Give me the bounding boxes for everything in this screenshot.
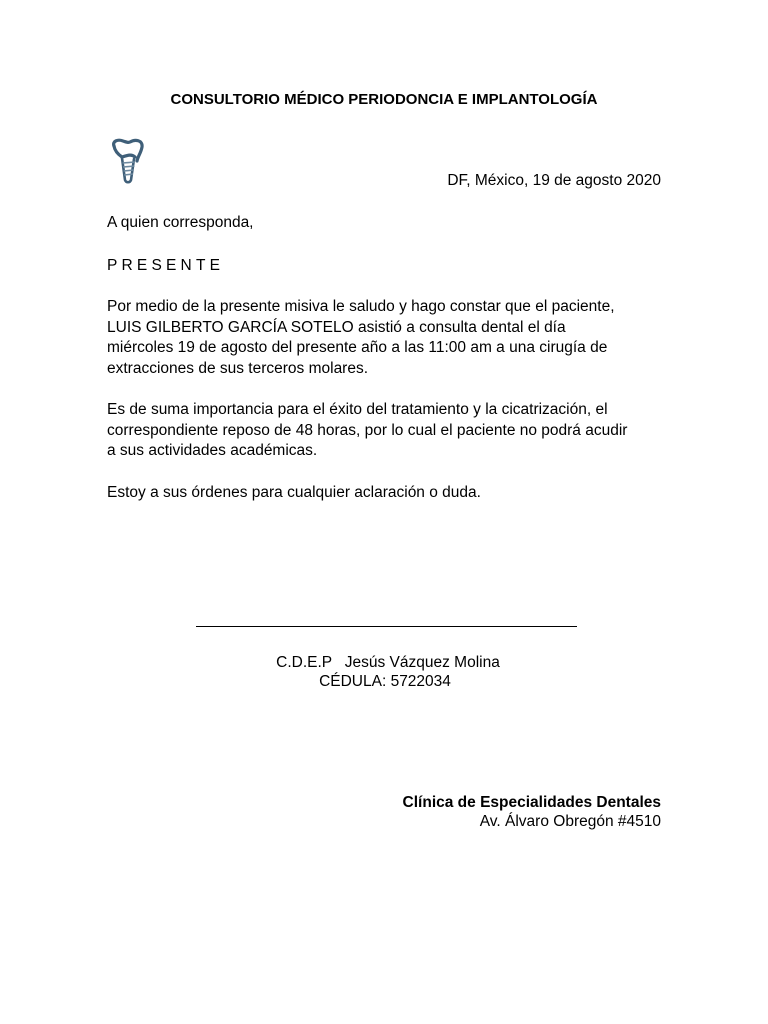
clinic-address: Av. Álvaro Obregón #4510: [479, 813, 661, 830]
paragraph-line: extracciones de sus terceros molares.: [107, 359, 369, 377]
paragraph-line: miércoles 19 de agosto del presente año a las 11:00 am a una cirugía de: [107, 339, 608, 356]
greeting: A quien corresponda,: [107, 214, 254, 231]
clinic-name: Clínica de Especialidades Dentales: [402, 794, 661, 811]
signer-cedula: CÉDULA: 5722034: [319, 673, 451, 690]
presente-heading: PRESENTE: [107, 257, 225, 274]
clinic-footer: [403, 793, 661, 831]
date-line: DF, México, 19 de agosto 2020: [447, 172, 661, 189]
paragraph-closing: [107, 483, 481, 504]
paragraph-line: Es de suma importancia para el éxito del tratamiento y la cicatrización, el: [107, 401, 608, 418]
paragraph-line: Por medio de la presente misiva le saludo y hago constar que el paciente,: [107, 298, 615, 315]
tooth-implant-icon: [108, 137, 150, 185]
paragraph-attendance: [107, 297, 615, 379]
signer-name: C.D.E.P Jesús Vázquez Molina: [276, 654, 500, 671]
paragraph-rest: [107, 400, 627, 462]
document-title: CONSULTORIO MÉDICO PERIODONCIA E IMPLANTOLOGÍA: [170, 91, 598, 108]
paragraph-line: LUIS GILBERTO GARCÍA SOTELO asistió a consulta dental el día: [107, 318, 566, 336]
paragraph-line: a sus actividades académicas.: [107, 442, 318, 459]
paragraph-line: correspondiente reposo de 48 horas, por lo cual el paciente no podrá acudir: [107, 421, 628, 439]
signer-block: [0, 653, 768, 691]
signature-line: [196, 626, 577, 627]
paragraph-line: Estoy a sus órdenes para cualquier aclaración o duda.: [107, 484, 481, 501]
